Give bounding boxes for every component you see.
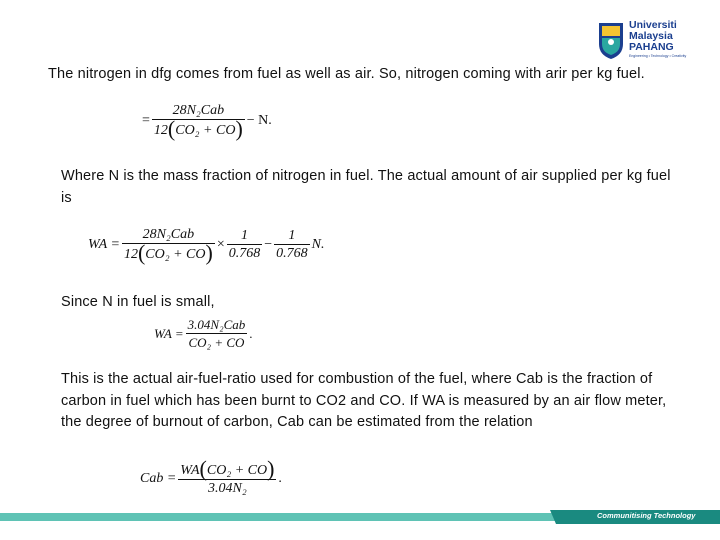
equation-simplified-air (152, 316, 255, 351)
eq4-tail: . (278, 470, 282, 486)
equation-nitrogen: = $\frac{\text{28N₂Cab}}{\text{12(CO₂ + CO)}}$ − N. (142, 103, 272, 141)
eq1-fraction (152, 102, 245, 139)
paragraph-air-fuel-ratio: This is the actual air-fuel-ratio used for combustion of the fuel, where Cab is the fraction of carbon in fuel which has been burnt to CO2 and CO. If WA is measured by an air flow meter, the degree of burnout of carbon, Cab can be estimated from the relation (61, 371, 667, 430)
eq2-minus: − (264, 236, 273, 252)
eq2-f2-num: 1 (227, 227, 263, 245)
equation-air-supplied (86, 226, 326, 263)
eq1-den-inner: CO₂ + CO (175, 123, 236, 138)
university-logo (598, 20, 710, 68)
eq2-den-inner: CO₂ + CO (145, 247, 206, 262)
eq4-num-coef: WA (180, 463, 200, 478)
eq4-fraction (178, 456, 276, 497)
eq4-lhs: Cab = (140, 470, 177, 486)
eq2-fraction-1 (122, 226, 215, 263)
footer-band-light (0, 513, 560, 521)
logo-line-3: PAHANG (629, 41, 674, 53)
footer-tagline: Communitising Technology (597, 511, 696, 520)
eq2-mult: × (216, 236, 225, 252)
paragraph-nitrogen-source: The nitrogen in dfg comes from fuel as well as air. So, nitrogen coming with arir per kg fuel. (48, 66, 645, 82)
eq2-numerator: 28N₂Cab (122, 226, 215, 244)
eq1-denominator: 12(CO₂ + CO) (153, 116, 243, 141)
eq2-fraction-2 (227, 227, 263, 262)
logo-line-1: Universiti (629, 19, 677, 31)
eq2-den-coef: 12 (123, 247, 138, 262)
eq2-f3-den: 0.768 (276, 246, 308, 261)
eq1-tail: − N. (246, 112, 272, 128)
eq3-numerator: 3.04N₂Cab (187, 317, 246, 332)
logo-tagline: Engineering • Technology • Creativity (629, 54, 687, 58)
paragraph-small-nitrogen: Since N in fuel is small, (61, 294, 215, 310)
eq3-lhs: WA = (154, 325, 184, 341)
eq4-num-inner: CO₂ + CO (206, 463, 268, 478)
logo-wordmark (629, 20, 711, 58)
equation-carbon-burnout (138, 456, 284, 497)
eq1-numerator: 28N₂Cab (152, 102, 245, 120)
eq4-numerator: WA(CO₂ + CO) (180, 456, 275, 481)
eq3-tail: . (249, 325, 253, 341)
eq3-fraction (186, 316, 248, 351)
eq2-f2-den: 0.768 (228, 246, 261, 261)
logo-line-2: Malaysia (629, 30, 673, 42)
shield-crest-icon (598, 22, 624, 60)
eq1-den-coef: 12 (153, 123, 168, 138)
eq2-tail: N. (311, 236, 325, 252)
paragraph-actual-air: Where N is the mass fraction of nitrogen in fuel. The actual amount of air supplied per kg fuel is (61, 168, 671, 206)
eq2-lhs: WA = (88, 236, 120, 252)
eq2-f3-num: 1 (274, 227, 310, 245)
eq2-fraction-3 (274, 227, 310, 262)
eq3-denominator: CO₂ + CO (188, 335, 245, 350)
eq4-denominator: 3.04N₂ (208, 481, 247, 496)
eq2-denominator: 12(CO₂ + CO) (123, 240, 213, 265)
